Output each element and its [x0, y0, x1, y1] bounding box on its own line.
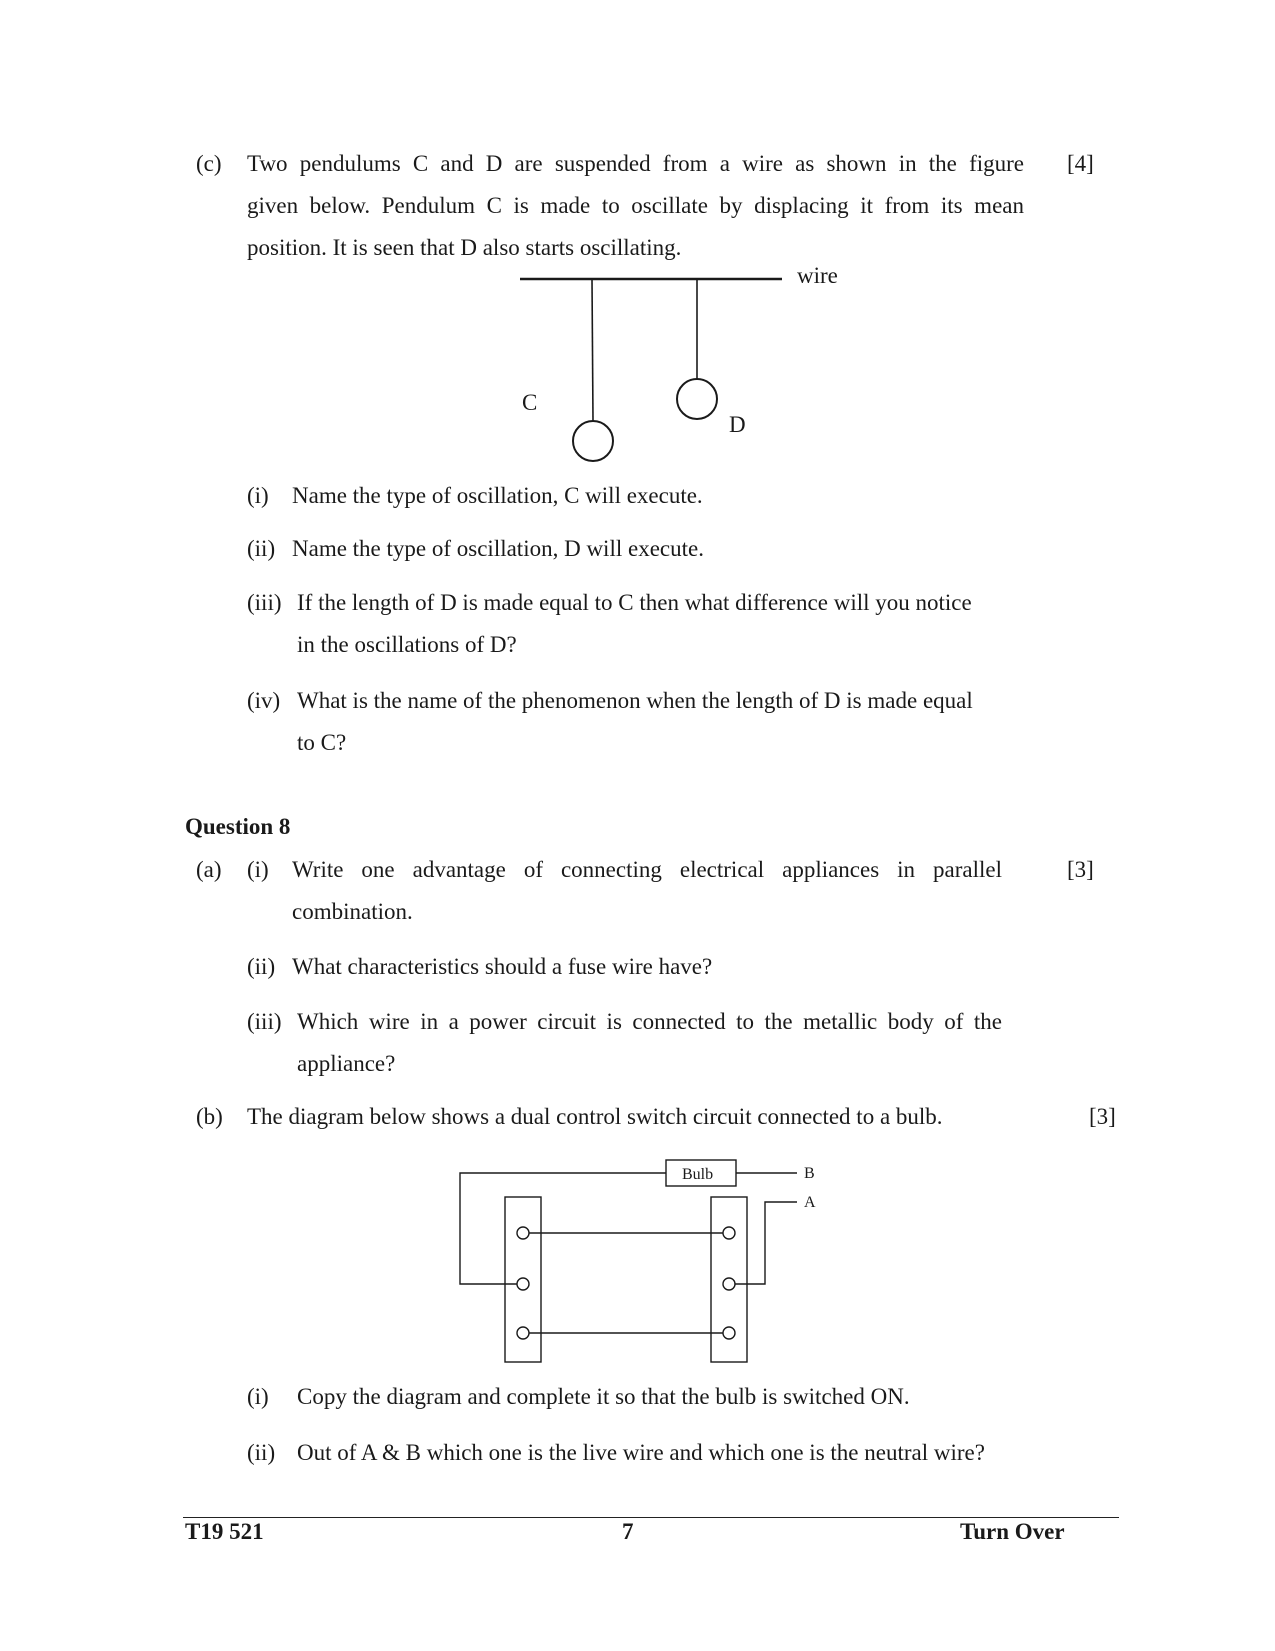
- pendulum-c-string: [592, 279, 593, 421]
- part-a-sub-iii-num: (iii): [247, 1009, 282, 1034]
- part-c-marks: [4]: [1067, 151, 1094, 176]
- right-top-terminal: [723, 1227, 735, 1239]
- part-c-sub-iv-num: (iv): [247, 688, 281, 713]
- part-c-text-line-1: Two pendulums C and D are suspended from a wire as shown in the figure: [247, 151, 1024, 176]
- part-a-label: (a): [196, 857, 222, 882]
- part-a-sub-ii-text: What characteristics should a fuse wire have?: [292, 954, 713, 979]
- turn-over-label: Turn Over: [960, 1519, 1065, 1544]
- paper-code: T19 521: [185, 1519, 264, 1544]
- wire-label: wire: [797, 263, 838, 288]
- part-a-sub-i-num: (i): [247, 857, 269, 882]
- bulb-label: Bulb: [682, 1166, 714, 1183]
- part-b-sub-ii-num: (ii): [247, 1440, 276, 1465]
- part-a-sub-i-text-2: combination.: [292, 899, 413, 924]
- part-b-sub-i-num: (i): [247, 1384, 269, 1409]
- part-c-sub-iii-num: (iii): [247, 590, 282, 615]
- part-c-sub-i-text: Name the type of oscillation, C will execute.: [292, 483, 703, 508]
- pendulum-d-bob: [677, 379, 717, 419]
- left-bottom-terminal: [517, 1327, 529, 1339]
- part-a-sub-iii-text-2: appliance?: [297, 1051, 396, 1076]
- part-b-text: The diagram below shows a dual control switch circuit connected to a bulb.: [247, 1104, 943, 1129]
- part-c-sub-iii-text-1: If the length of D is made equal to C then what difference will you notice: [297, 590, 972, 615]
- page-number: 7: [622, 1519, 634, 1544]
- pendulum-d-label: D: [729, 412, 746, 437]
- wire-b-label: B: [804, 1165, 815, 1182]
- part-a-marks: [3]: [1067, 857, 1094, 882]
- part-c-sub-iii-text-2: in the oscillations of D?: [297, 632, 517, 657]
- part-c-sub-i-num: (i): [247, 483, 269, 508]
- right-middle-terminal: [723, 1278, 735, 1290]
- left-top-terminal: [517, 1227, 529, 1239]
- part-c-text-line-2: given below. Pendulum C is made to oscillate by displacing it from its mean: [247, 193, 1024, 218]
- part-c-label: (c): [196, 151, 222, 176]
- left-middle-terminal: [517, 1278, 529, 1290]
- part-c-sub-ii-text: Name the type of oscillation, D will execute.: [292, 536, 704, 561]
- right-switch-body: [711, 1197, 747, 1362]
- part-a-sub-i-text-1: Write one advantage of connecting electrical appliances in parallel: [292, 857, 1002, 882]
- pendulum-figure: [500, 255, 860, 470]
- part-c-text-line-3: position. It is seen that D also starts oscillating.: [247, 235, 682, 260]
- wire-left-to-bulb: [460, 1173, 666, 1284]
- part-c-sub-iv-text-2: to C?: [297, 730, 347, 755]
- part-a-sub-iii-text-1: Which wire in a power circuit is connected to the metallic body of the: [297, 1009, 1002, 1034]
- dual-switch-circuit-figure: [450, 1155, 830, 1370]
- wire-a-label: A: [804, 1194, 816, 1211]
- footer-rule: [183, 1517, 1119, 1518]
- pendulum-c-bob: [573, 421, 613, 461]
- left-switch-body: [505, 1197, 541, 1362]
- part-c-sub-iv-text-1: What is the name of the phenomenon when the length of D is made equal: [297, 688, 973, 713]
- part-b-label: (b): [196, 1104, 223, 1129]
- pendulum-c-label: C: [522, 390, 538, 415]
- right-bottom-terminal: [723, 1327, 735, 1339]
- question-8-heading: Question 8: [185, 814, 291, 839]
- part-b-sub-i-text: Copy the diagram and complete it so that the bulb is switched ON.: [297, 1384, 910, 1409]
- part-b-sub-ii-text: Out of A & B which one is the live wire and which one is the neutral wire?: [297, 1440, 985, 1465]
- wire-right-to-a: [735, 1202, 797, 1284]
- part-a-sub-ii-num: (ii): [247, 954, 276, 979]
- part-b-marks: [3]: [1089, 1104, 1116, 1129]
- part-c-sub-ii-num: (ii): [247, 536, 276, 561]
